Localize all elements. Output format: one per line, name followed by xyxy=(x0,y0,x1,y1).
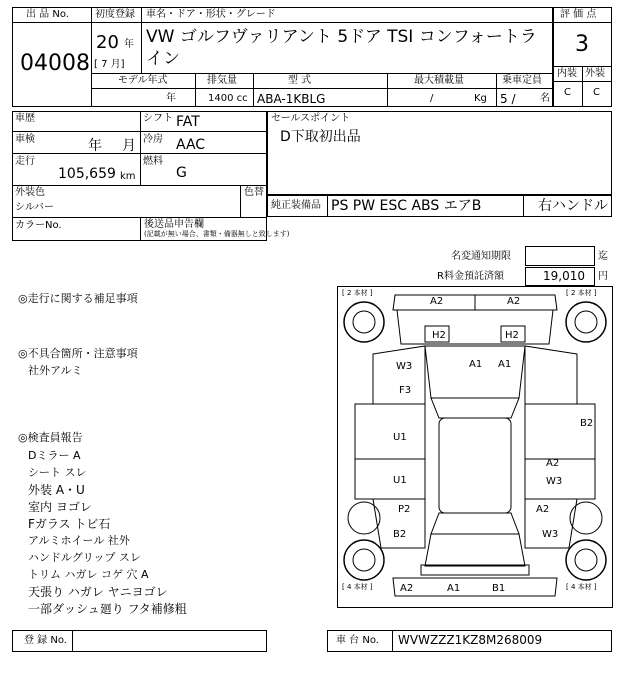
displacement-label: 排気量 xyxy=(207,75,237,86)
car-name-label: 車名・ドア・形状・グレード xyxy=(146,9,276,20)
mileage-label: 走行 xyxy=(15,156,35,167)
windshield xyxy=(431,398,519,418)
displacement-value: 1400 cc xyxy=(208,93,248,104)
notice-value-box xyxy=(525,246,595,266)
left-rear-door xyxy=(355,459,425,499)
mark-rear-left: B2 xyxy=(393,529,407,540)
capacity-value: 5 / xyxy=(500,92,516,106)
ac-label: 冷房 xyxy=(143,134,163,145)
inspection-year-unit: 年 xyxy=(88,138,102,154)
right-quarter xyxy=(525,499,577,548)
reg-no-label: 登 録 No. xyxy=(24,635,67,646)
mark-headlight-left: H2 xyxy=(432,330,446,341)
list-item: 社外アルミ xyxy=(28,364,83,377)
roof xyxy=(439,418,511,513)
defects-title: ◎不具合箇所・注意事項 xyxy=(18,347,138,360)
driving-notes-title: ◎走行に関する補足事項 xyxy=(18,292,138,305)
max-load-label: 最大積載量 xyxy=(414,75,464,86)
list-item: 天張り ハガレ ヤニヨゴレ xyxy=(28,585,168,599)
mark-front-bumper-left: A2 xyxy=(430,296,444,307)
recycle-value: 19,010 xyxy=(543,269,585,283)
car-damage-diagram xyxy=(337,286,613,608)
type-label: 型 式 xyxy=(288,75,312,86)
exterior-label: 外装 xyxy=(585,68,605,79)
tire-rear-left: [ 4 本材 ] xyxy=(342,583,373,591)
chassis-label: 車 台 No. xyxy=(336,635,379,646)
inspector-list xyxy=(28,447,187,617)
recycle-unit: 円 xyxy=(598,271,608,282)
front-panel xyxy=(397,310,553,344)
mark-rear-bumper-left: A2 xyxy=(400,583,414,594)
ext-color-label: 外装色 xyxy=(15,187,45,198)
mileage-unit: km xyxy=(120,171,136,182)
tire-front-left: [ 2 本材 ] xyxy=(342,289,373,297)
list-item: シート スレ xyxy=(28,466,87,479)
lot-label: 出 品 No. xyxy=(26,9,69,20)
mark-fender-left: F3 xyxy=(399,385,412,396)
color-change-label: 色替 xyxy=(244,187,264,198)
inspector-title: ◎検査員報告 xyxy=(18,431,83,444)
model-year-unit: 年 xyxy=(166,93,176,104)
sales-value: D下取初出品 xyxy=(280,129,361,145)
after-note: (記載が無い場合、書類・備器無しと致します) xyxy=(144,230,290,238)
list-item: 外装 A・U xyxy=(28,483,85,497)
car-name: VW ゴルフヴァリアント 5ドア TSI コンフォートライン xyxy=(146,27,537,69)
right-front-door xyxy=(525,404,595,459)
shift-label: シフト xyxy=(143,113,173,124)
tire-rear-right: [ 4 本材 ] xyxy=(566,583,597,591)
defects-list xyxy=(28,364,83,378)
tailgate xyxy=(425,534,525,566)
type-code: ABA-1KBLG xyxy=(257,92,326,106)
ac-value: AAC xyxy=(176,137,206,153)
mark-door-rear-right-w: W3 xyxy=(546,476,563,487)
rear-window xyxy=(431,513,519,534)
front-left-tire xyxy=(344,302,384,342)
lot-number: 04008 xyxy=(20,51,90,76)
first-reg-label: 初度登録 xyxy=(95,9,135,20)
color-no-label: カラーNo. xyxy=(15,220,62,231)
sales-label: セールスポイント xyxy=(271,113,351,124)
mark-rear-right-w: W3 xyxy=(542,529,559,540)
mark-rear-right-a: A2 xyxy=(536,504,550,515)
history-label: 車歴 xyxy=(15,113,35,124)
mark-rear-bumper-right: B1 xyxy=(492,583,506,594)
list-item: Dミラー A xyxy=(28,449,81,462)
rear-left-tire xyxy=(344,540,384,580)
mileage-value: 105,659 xyxy=(58,166,116,182)
tire-front-right: [ 2 本材 ] xyxy=(566,289,597,297)
score-label: 評 価 点 xyxy=(560,9,597,20)
mark-rear-bumper-mid: A1 xyxy=(447,583,461,594)
inspection-month-unit: 月 xyxy=(122,138,136,154)
model-year-label: モデル年式 xyxy=(118,75,168,86)
mark-door-rear-right-a: A2 xyxy=(546,458,560,469)
first-reg-year-unit: 年 xyxy=(124,39,134,50)
mark-door-rear-left: U1 xyxy=(393,475,407,486)
first-reg-month: [ 7 月] xyxy=(94,59,125,70)
notice-label: 名変通知期限 xyxy=(451,251,511,262)
list-item: 室内 ヨゴレ xyxy=(28,500,92,514)
first-reg-year: 20 xyxy=(96,32,119,53)
equip-label: 純正装備品 xyxy=(271,200,321,211)
exterior-grade: C xyxy=(593,87,600,98)
mark-door-front-left: U1 xyxy=(393,432,407,443)
notice-unit: 迄 xyxy=(598,251,608,262)
mark-hood-left: A1 xyxy=(469,359,483,370)
left-front-door xyxy=(355,404,425,459)
mark-front-bumper-right: A2 xyxy=(507,296,521,307)
capacity-unit: 名 xyxy=(540,93,550,104)
rear-bumper xyxy=(393,578,557,596)
fuel-value: G xyxy=(176,165,187,181)
interior-label: 内装 xyxy=(557,68,577,79)
list-item: トリム ハガレ コゲ 穴 A xyxy=(28,568,149,581)
max-load-unit: Kg xyxy=(474,93,487,104)
interior-grade: C xyxy=(564,87,571,98)
mark-rocker-left: P2 xyxy=(398,504,411,515)
max-load-sep: / xyxy=(430,93,434,104)
hood xyxy=(425,346,525,398)
mark-quarter-right-top: B2 xyxy=(580,418,594,429)
rear-right-tire xyxy=(566,540,606,580)
recycle-label: R料金預託済額 xyxy=(437,271,504,282)
mark-fender-left-top: W3 xyxy=(396,361,413,372)
equip-value: PS PW ESC ABS エアB xyxy=(331,198,482,214)
ext-color-value: シルバー xyxy=(15,202,55,213)
after-label: 後送品申告欄 xyxy=(144,219,204,230)
front-right-fender xyxy=(525,346,577,404)
handle-value: 右ハンドル xyxy=(538,198,608,214)
front-right-tire xyxy=(566,302,606,342)
list-item: 一部ダッシュ廻り フタ補修粗 xyxy=(28,602,187,616)
chassis-value: WVWZZZ1KZ8M268009 xyxy=(398,633,543,647)
mark-hood-right: A1 xyxy=(498,359,512,370)
score-value: 3 xyxy=(575,32,589,57)
list-item: Fガラス トビ石 xyxy=(28,517,111,531)
list-item: アルミホイール 社外 xyxy=(28,534,130,547)
list-item: ハンドルグリップ スレ xyxy=(28,551,141,564)
mark-headlight-right: H2 xyxy=(505,330,519,341)
inspection-label: 車検 xyxy=(15,134,35,145)
fuel-label: 燃料 xyxy=(143,156,163,167)
shift-value: FAT xyxy=(176,114,200,130)
capacity-label: 乗車定員 xyxy=(502,75,542,86)
